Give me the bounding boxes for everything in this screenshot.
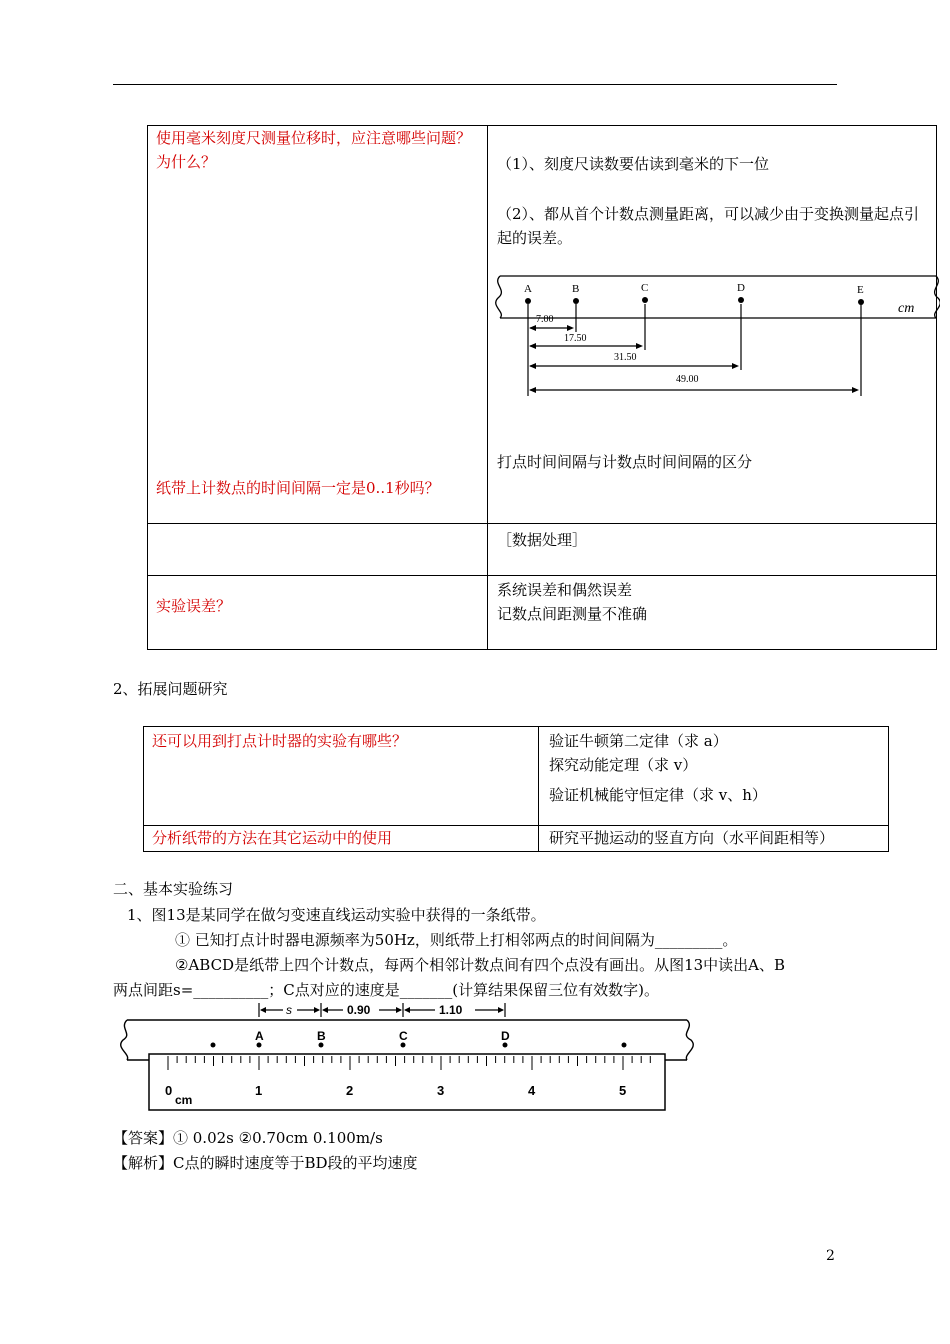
- ruler-num-4: 4: [528, 1083, 536, 1098]
- ext-question-2: 分析纸带的方法在其它运动中的使用: [152, 829, 393, 847]
- problem-q1: ① 已知打点计时器电源频率为50Hz，则纸带上打相邻两点的时间间隔为_________。: [175, 931, 738, 949]
- basic-heading: 二、基本实验练习: [113, 880, 234, 898]
- page-number: 2: [826, 1248, 835, 1264]
- label2-b: B: [317, 1029, 326, 1043]
- label2-d: D: [501, 1029, 510, 1043]
- extension-table: [143, 726, 889, 852]
- s-label: s: [286, 1003, 292, 1017]
- dist-ad: 31.50: [614, 352, 637, 363]
- answer-text-3: 打点时间间隔与计数点时间间隔的区分: [497, 453, 753, 471]
- ruler-num-3: 3: [437, 1083, 445, 1098]
- error-question-cell: [148, 576, 488, 650]
- ruler-num-5: 5: [619, 1083, 627, 1098]
- dot2-a: [257, 1043, 262, 1048]
- ext-question-cell: [144, 727, 539, 826]
- section2-heading: 2、拓展问题研究: [113, 680, 228, 698]
- tape-left-tear: [496, 276, 502, 318]
- error-question: 实验误差？: [156, 597, 232, 615]
- dot-a: [525, 298, 531, 304]
- question-text-2: 纸带上计数点的时间间隔一定是0..1秒吗？: [156, 479, 440, 497]
- gap-bc: 0.90: [347, 1003, 371, 1017]
- unit-cm: cm: [898, 301, 915, 316]
- label-e: E: [857, 284, 864, 296]
- label2-c: C: [399, 1029, 408, 1043]
- ext-answer-cell-2: [539, 826, 889, 852]
- ruler-unit: cm: [175, 1093, 193, 1107]
- ruler-num-1: 1: [255, 1083, 263, 1098]
- tape-right-tear: [935, 276, 940, 318]
- error-answer-1: 系统误差和偶然误差: [497, 581, 633, 599]
- label-a: A: [524, 283, 532, 295]
- label-c: C: [641, 282, 649, 294]
- answer-cell: [488, 126, 937, 524]
- dot-d: [738, 297, 744, 303]
- ruler-body: [149, 1054, 665, 1110]
- tape-diagram-1: [488, 274, 940, 404]
- ext-answer-3: 验证机械能守恒定律（求 v、h）: [549, 786, 767, 804]
- ext-question-cell-2: [144, 826, 539, 852]
- experiment-table: [147, 125, 937, 650]
- dot-c: [642, 297, 648, 303]
- answer-text-1: （1）、刻度尺读数要估读到毫米的下一位: [497, 155, 770, 173]
- dist-ae: 49.00: [676, 374, 699, 385]
- ext-answer-2: 探究动能定理（求 v）: [549, 756, 698, 774]
- ext-answer-4: 研究平抛运动的竖直方向（水平间距相等）: [549, 829, 835, 847]
- error-answer-cell: [488, 576, 937, 650]
- label-b: B: [572, 283, 580, 295]
- ruler-num-0: 0: [165, 1083, 173, 1098]
- label-d: D: [737, 282, 745, 294]
- dist-ac: 17.50: [564, 333, 587, 344]
- tape-ruler-figure: [113, 998, 713, 1116]
- ext-answer-1: 验证牛顿第二定律（求 a）: [549, 732, 728, 750]
- empty-cell: [148, 524, 488, 576]
- gap-cd: 1.10: [439, 1003, 463, 1017]
- data-processing-cell: [488, 524, 937, 576]
- ext-question: 还可以用到打点计时器的实验有哪些？: [152, 732, 408, 750]
- question-text: 使用毫米刻度尺测量位移时，应注意哪些问题？为什么？: [156, 129, 472, 171]
- ext-answer-cell: [539, 727, 889, 826]
- dot2-b: [319, 1043, 324, 1048]
- dot-b: [573, 298, 579, 304]
- error-answer-2: 记数点间距测量不准确: [497, 605, 648, 623]
- analysis-line: 【解析】C点的瞬时速度等于BD段的平均速度: [113, 1154, 418, 1172]
- problem-q2-line2: 两点间距s=__________；C点对应的速度是_______(计算结果保留三位有效数字)。: [113, 981, 659, 999]
- question-cell: [148, 126, 488, 524]
- data-processing-label: ［数据处理］: [497, 531, 588, 549]
- dot2-c: [401, 1043, 406, 1048]
- label2-a: A: [255, 1029, 264, 1043]
- ruler-num-2: 2: [346, 1083, 354, 1098]
- dist-ab: 7.00: [536, 314, 554, 325]
- answer-line: 【答案】① 0.02s ②0.70cm 0.100m/s: [113, 1129, 383, 1147]
- problem-intro: 1、图13是某同学在做匀变速直线运动实验中获得的一条纸带。: [127, 906, 546, 924]
- header-rule: [113, 84, 837, 85]
- dot2-d: [503, 1043, 508, 1048]
- answer-text-2: （2）、都从首个计数点测量距离，可以减少由于变换测量起点引起的误差。: [497, 205, 920, 247]
- problem-q2-line1: ②ABCD是纸带上四个计数点，每两个相邻计数点间有四个点没有画出。从图13中读出A、B: [175, 956, 786, 974]
